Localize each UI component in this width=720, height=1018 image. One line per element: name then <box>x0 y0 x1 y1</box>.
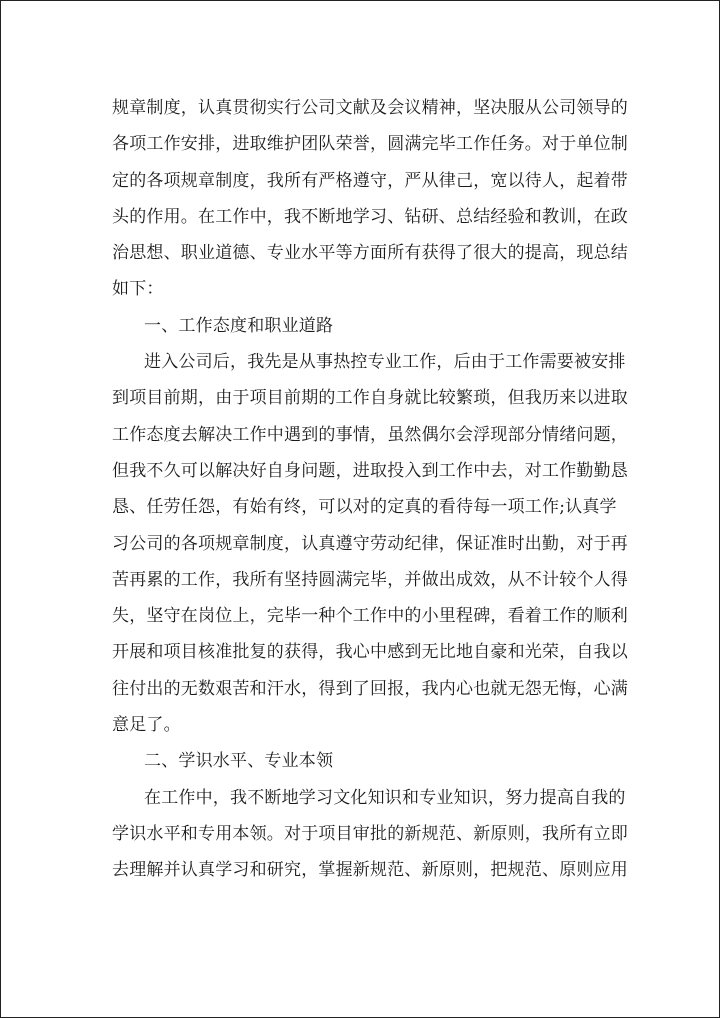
text-line: 学识水平和专用本领。对于项目审批的新规范、新原则，我所有立即 <box>112 823 628 844</box>
text-line: 在工作中，我不断地学习文化知识和专业知识，努力提高自我的 <box>144 787 626 808</box>
text-line: 进入公司后，我先是从事热控专业工作，后由于工作需要被安排 <box>144 352 626 373</box>
text-line: 规章制度，认真贯彻实行公司文献及会议精神，坚决服从公司领导的 <box>112 98 628 118</box>
text-line: 恳、任劳任怨，有始有终，可以对的定真的看待每一项工作;认真学 <box>112 497 617 518</box>
document-body <box>112 90 628 889</box>
text-line: 去理解并认真学习和研究，掌握新规范、新原则，把规范、原则应用 <box>112 860 628 881</box>
section-heading: 二、学识水平、专业本领 <box>144 751 334 772</box>
text-line: 各项工作安排，进取维护团队荣誉，圆满完毕工作任务。对于单位制 <box>112 134 628 155</box>
text-line: 开展和项目核准批复的获得，我心中感到无比地自豪和光荣，自我以 <box>112 642 628 663</box>
text-line: 工作态度去解决工作中遇到的事情，虽然偶尔会浮现部分情绪问题， <box>112 424 628 445</box>
text-line: 苦再累的工作，我所有坚持圆满完毕，并做出成效，从不计较个人得 <box>112 569 628 590</box>
text-line: 头的作用。在工作中，我不断地学习、钻研、总结经验和教训，在政 <box>112 206 628 227</box>
section-heading: 一、工作态度和职业道路 <box>144 315 334 336</box>
text-line: 治思想、职业道德、专业水平等方面所有获得了很大的提高，现总结 <box>112 243 628 264</box>
text-line: 失，坚守在岗位上，完毕一种个工作中的小里程碑，看着工作的顺利 <box>112 606 628 627</box>
text-line: 往付出的无数艰苦和汗水，得到了回报，我内心也就无怨无悔，心满 <box>112 678 628 699</box>
text-line: 如下： <box>112 279 164 300</box>
text-line: 习公司的各项规章制度，认真遵守劳动纪律，保证准时出勤，对于再 <box>112 533 628 554</box>
text-line: 到项目前期，由于项目前期的工作自身就比较繁琐，但我历来以进取 <box>112 388 628 409</box>
text-line: 但我不久可以解决好自身问题，进取投入到工作中去，对工作勤勤恳 <box>112 460 628 481</box>
text-line: 定的各项规章制度，我所有严格遵守，严从律己，宽以待人，起着带 <box>112 170 628 191</box>
text-line: 意足了。 <box>112 715 181 736</box>
